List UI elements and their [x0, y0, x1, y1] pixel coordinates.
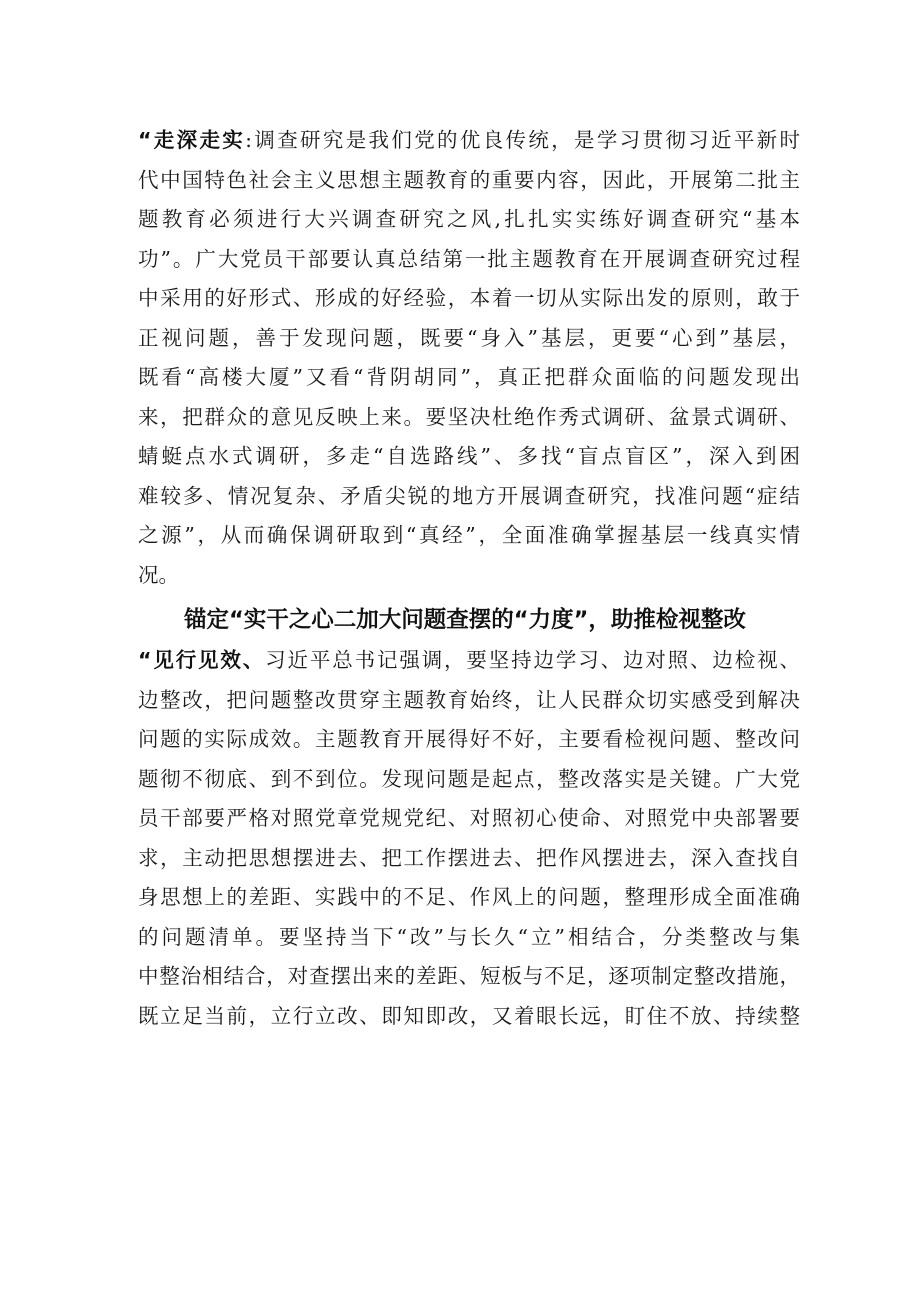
paragraph-line: 求，主动把思想摆进去、把工作摆进去、把作风摆进去，深入查找自 — [138, 845, 800, 870]
paragraph-line: 边整改，把问题整改贯穿主题教育始终，让人民群众切实感受到解决 — [138, 687, 800, 712]
paragraph-line: 身思想上的差距、实践中的不足、作风上的问题，整理形成全面准确 — [138, 885, 800, 909]
paragraph-line: 难较多、情况复杂、矛盾尖锐的地方开展调查研究，找准问题“症结 — [138, 483, 800, 508]
paragraph-line: 中采用的好形式、形成的好经验，本着一切从实际出发的原则，敢于 — [138, 286, 800, 310]
paragraph-line: 既立足当前，立行立改、即知即改，又着眼长远，盯住不放、持续整 — [138, 1003, 800, 1028]
paragraph-line: 题彻不彻底、到不到位。发现问题是起点，整改落实是关键。广大党 — [138, 766, 800, 791]
paragraph-lead: “见行见效、 — [138, 648, 266, 672]
paragraph-line: 来，把群众的意见反映上来。要坚决杜绝作秀式调研、盆景式调研、 — [138, 404, 800, 429]
paragraph-line: 问题的实际成效。主题教育开展得好不好，主要看检视问题、整改问 — [138, 727, 800, 751]
paragraph-line: 中整治相结合，对查摆出来的差距、短板与不足，逐项制定整改措施， — [138, 964, 800, 988]
paragraph-line: 既看“高楼大厦”又看“背阴胡同”，真正把群众面临的问题发现出 — [138, 365, 800, 389]
paragraph-line: “走深走实:调查研究是我们党的优良传统，是学习贯彻习近平新时 — [138, 128, 800, 152]
paragraph-line: 之源”，从而确保调研取到“真经”，全面准确掌握基层一线真实情 — [138, 523, 800, 547]
paragraph-line: 代中国特色社会主义思想主题教育的重要内容，因此，开展第二批主 — [138, 167, 800, 192]
paragraph-lead: “走深走实 — [138, 128, 246, 152]
document-body — [138, 121, 800, 1036]
paragraph-line: 正视问题，善于发现问题，既要“身入”基层，更要“心到”基层， — [138, 325, 800, 350]
paragraph-line: “见行见效、习近平总书记强调，要坚持边学习、边对照、边检视、 — [138, 648, 800, 672]
paragraph-line: 的问题清单。要坚持当下“改”与长久“立”相结合，分类整改与集 — [138, 924, 800, 949]
paragraph-line: 题教育必须进行大兴调查研究之风,扎扎实实练好调查研究“基本 — [138, 207, 800, 231]
paragraph-line: 员干部要严格对照党章党规党纪、对照初心使命、对照党中央部署要 — [138, 806, 800, 830]
section-heading: 锚定“实干之心二加大问题查摆的“力度”，助推检视整改 — [184, 607, 746, 633]
paragraph-line: 功”。广大党员干部要认真总结第一批主题教育在开展调查研究过程 — [138, 246, 800, 271]
paragraph-line: 蜻蜓点水式调研，多走“自选路线”、多找“盲点盲区”，深入到困 — [138, 444, 800, 468]
paragraph-line: 况。 — [138, 562, 179, 587]
